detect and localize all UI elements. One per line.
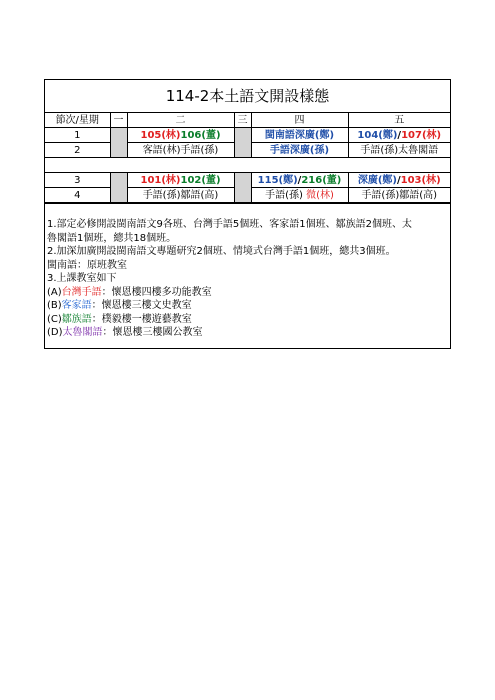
- room-item-b: [47, 299, 448, 313]
- period-label-3: 3: [45, 173, 110, 188]
- room-c-lang: 鄒族語: [61, 313, 92, 325]
- period-label-4: 4: [45, 188, 110, 203]
- room-a-prefix: (A): [47, 286, 62, 298]
- fri-codes-3-4: [348, 173, 450, 188]
- wed-cell-1-2: [234, 128, 251, 158]
- room-d-lang: 太魯閣語: [62, 327, 103, 338]
- room-a-lang: 台灣手語: [61, 286, 102, 298]
- wed-cell-3-4: [234, 173, 251, 203]
- gap-row: [45, 158, 450, 173]
- fri-sep: /: [397, 129, 402, 141]
- period-row-1: [45, 128, 450, 143]
- room-c-room: ：樸毅樓一樓遊藝教室: [91, 313, 192, 325]
- mon-cell-1-2: [110, 128, 127, 158]
- gap-cell: [45, 158, 450, 173]
- room-item-c: [47, 313, 448, 327]
- note-2-sub: 閩南語：原班教室: [47, 259, 127, 271]
- room-c-prefix: (C): [47, 313, 62, 325]
- fri-code-b: 107(林): [401, 129, 442, 141]
- note-1-line-2: 魯閣語1個班，總共18個班。: [47, 232, 177, 244]
- room-item-a: [47, 286, 448, 300]
- schedule-sheet: [44, 79, 451, 349]
- tue-code-a: 105(林): [140, 129, 181, 141]
- thu-code-a: 115(鄭): [257, 174, 298, 186]
- room-item-d: [47, 326, 448, 340]
- note-3: 3.上課教室如下: [47, 273, 117, 284]
- header-wed: 三: [234, 113, 251, 128]
- thu-text-a: 手語(孫): [265, 189, 307, 201]
- thu-line-1: 閩南語深廣(鄭): [251, 128, 348, 143]
- thu-sep: /: [297, 174, 302, 186]
- header-tue: 二: [127, 113, 234, 128]
- fri-text-3-4: 手語(孫)鄒語(高): [348, 188, 450, 203]
- thu-code-b: 216(董): [301, 174, 342, 186]
- fri-code-d: 103(林): [400, 174, 441, 186]
- period-label-1: 1: [45, 128, 110, 143]
- room-a-room: ：懷恩樓四樓多功能教室: [101, 286, 212, 298]
- header-fri: 五: [348, 113, 450, 128]
- period-label-2: 2: [45, 143, 110, 158]
- tue-code-d: 102(董): [180, 174, 221, 186]
- tue-text-1-2: 客語(林)手語(孫): [127, 143, 234, 158]
- schedule-table: [45, 113, 450, 203]
- room-b-prefix: (B): [47, 300, 62, 311]
- room-b-room: ：懷恩樓三樓文史教室: [91, 300, 192, 311]
- mon-cell-3-4: [110, 173, 127, 203]
- room-d-prefix: (D): [47, 327, 63, 338]
- fri-code-c: 深廣(鄭): [357, 174, 397, 186]
- tue-code-b: 106(董): [180, 129, 221, 141]
- tue-text-3-4: 手語(孫)鄒語(高): [127, 188, 234, 203]
- fri-sep-2: /: [396, 174, 401, 186]
- header-corner: 節次/星期: [45, 113, 110, 128]
- header-mon: 一: [110, 113, 127, 128]
- note-1-line-1: 1.部定必修開設閩南語文9各班、台灣手語5個班、客家語1個班、鄒族語2個班、太: [47, 219, 412, 230]
- tue-codes-3-4: [127, 173, 234, 188]
- header-row: [45, 113, 450, 128]
- room-b-lang: 客家語: [61, 300, 92, 311]
- note-2: 2.加深加廣開設閩南語文專題研究2個班、情境式台灣手語1個班，總共3個班。: [47, 246, 396, 257]
- thu-codes-3-4: [251, 173, 348, 188]
- tue-codes-1-2: [127, 128, 234, 143]
- tue-code-c: 101(林): [140, 174, 181, 186]
- room-d-room: ：懷恩樓三樓國公教室: [102, 327, 203, 338]
- thu-text-3-4: [251, 188, 348, 203]
- page-title: 114-2本土語文開設樣態: [45, 80, 450, 113]
- notes-section: [45, 203, 450, 348]
- thu-line-2: 手語深廣(孫): [251, 143, 348, 158]
- fri-text-1-2: 手語(孫)太魯閣語: [348, 143, 450, 158]
- period-row-3: [45, 173, 450, 188]
- thu-text-b: 微(林): [306, 189, 334, 201]
- fri-code-a: 104(鄭): [357, 129, 398, 141]
- header-thu: 四: [251, 113, 348, 128]
- fri-codes-1-2: [348, 128, 450, 143]
